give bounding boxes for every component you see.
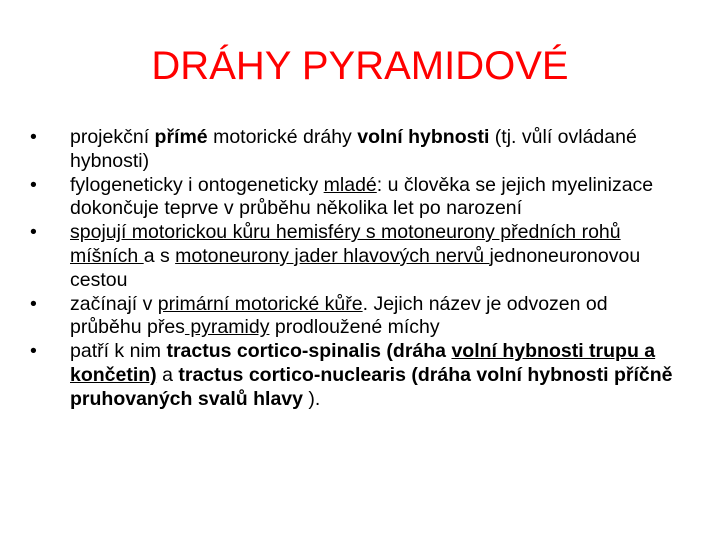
bullet-list: [30, 126, 680, 412]
bullet-item: [30, 126, 680, 174]
bullet-icon: •: [30, 340, 37, 363]
bullet-item: [30, 174, 680, 222]
bullet-text: : u člověka se jejich myelinizace dokončuje teprve v průběhu několika let po narození: [70, 173, 654, 220]
bullet-text: motorické dráhy: [207, 126, 358, 148]
bullet-text: pyramidy: [184, 316, 270, 339]
bullet-text: a: [156, 363, 179, 386]
bullet-icon: •: [30, 221, 37, 244]
bullet-text: přímé: [154, 126, 208, 148]
bullet-text: volní hybnosti trupu a končetin): [70, 340, 656, 386]
bullet-text: . Jejich název je odvozen od průběhu přes: [70, 292, 608, 339]
bullet-text: tractus cortico-nuclearis: [178, 363, 406, 386]
bullet-text: začínají v: [70, 292, 158, 315]
bullet-text: a s: [143, 244, 176, 267]
bullet-text: mladé: [323, 173, 377, 196]
slide-title: DRÁHY PYRAMIDOVÉ: [151, 44, 569, 88]
bullet-text: (tj. vůlí ovládané hybnosti): [70, 126, 637, 172]
bullet-text: (: [405, 363, 418, 386]
bullet-text: projekční: [70, 126, 155, 148]
bullet-item: [30, 221, 680, 292]
bullet-text: dráha volní hybnosti příčně pruhovaných svalů hlavy: [70, 363, 673, 410]
bullet-text: prodloužené míchy: [269, 316, 440, 339]
bullet-text: tractus cortico-spinalis (dráha: [166, 340, 452, 363]
bullet-text: motoneurony jader hlavových nervů: [175, 244, 490, 267]
bullet-icon: •: [30, 292, 37, 315]
bullet-text: jednoneuronovou cestou: [70, 244, 641, 291]
bullet-item: [30, 293, 680, 341]
bullet-item: [30, 340, 680, 411]
bullet-text: volní hybnosti: [357, 126, 490, 148]
bullet-text: spojují motorickou kůru hemisféry s motoneurony předních rohů míšních: [70, 221, 621, 267]
bullet-text: fylogeneticky i ontogeneticky: [70, 173, 324, 196]
bullet-text: patří k nim: [70, 340, 167, 363]
bullet-icon: •: [30, 173, 37, 196]
bullet-icon: •: [30, 126, 37, 148]
bullet-text: primární motorické kůře: [157, 292, 363, 315]
bullet-text: ).: [303, 387, 321, 410]
